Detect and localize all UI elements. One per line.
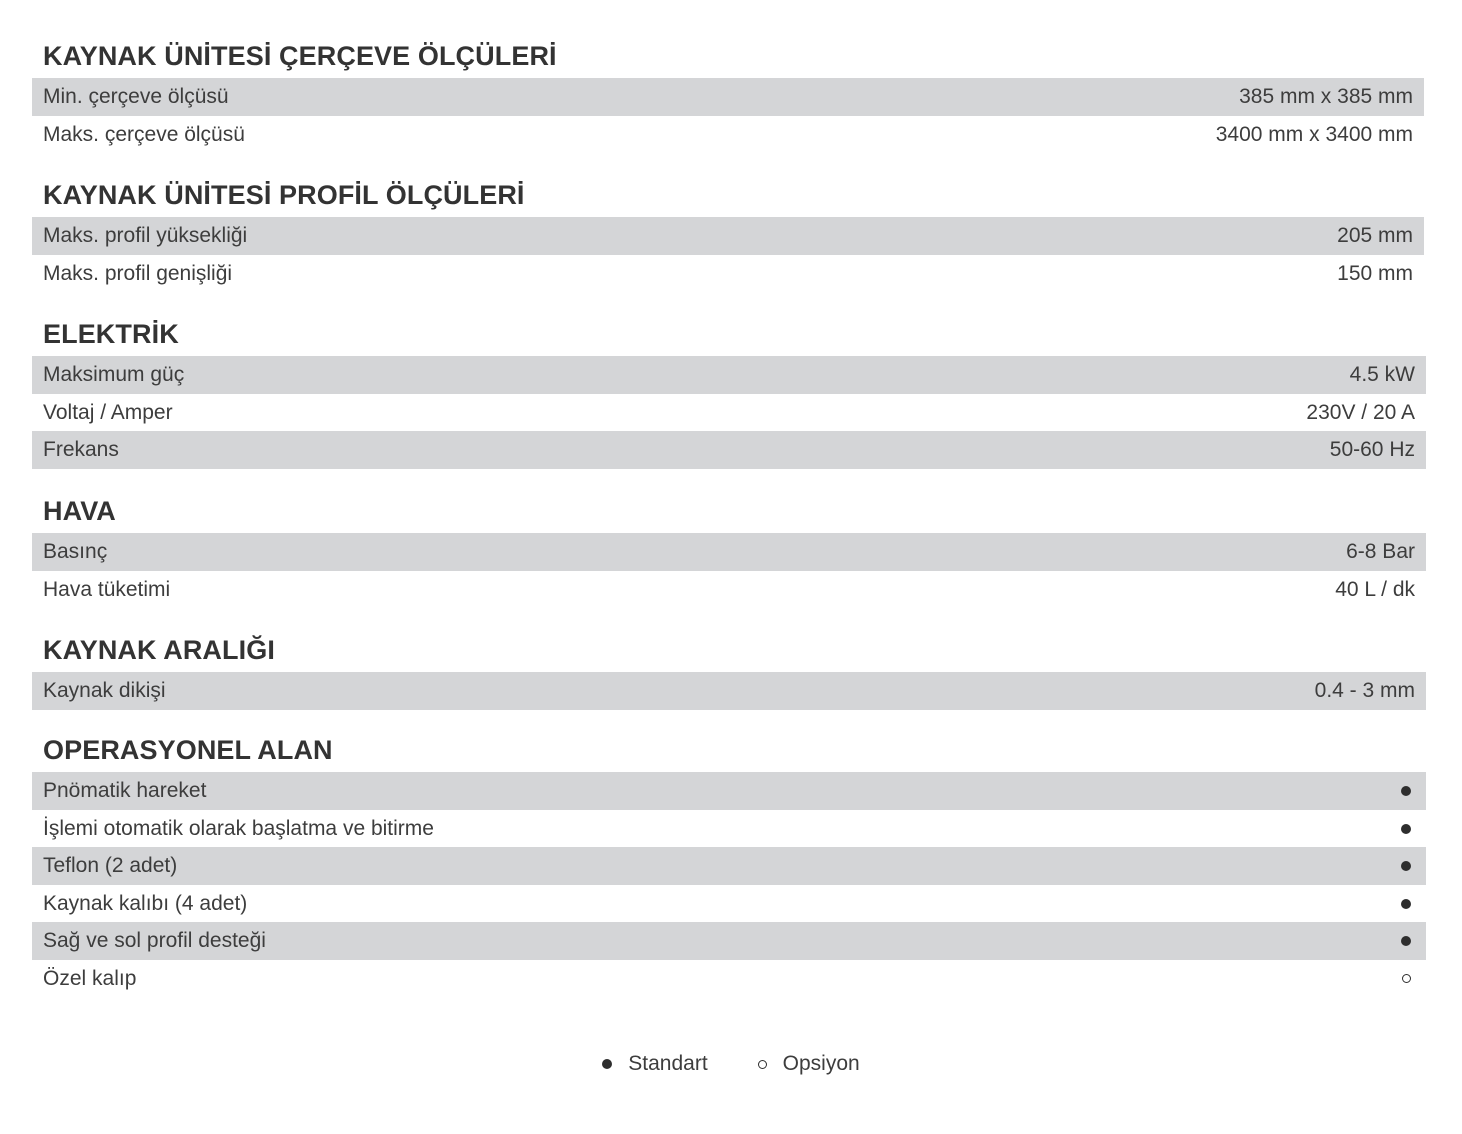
spec-value: 230V / 20 A xyxy=(1306,400,1415,424)
spec-value: 50-60 Hz xyxy=(1329,438,1415,461)
spec-row xyxy=(32,672,1426,710)
spec-row xyxy=(32,255,1424,293)
feature-label: Pnömatik hareket xyxy=(43,779,207,802)
spec-label: Maksimum güç xyxy=(43,363,185,386)
optional-circle-icon xyxy=(1402,974,1411,983)
legend-optional xyxy=(758,1052,860,1076)
section-title: OPERASYONEL ALAN xyxy=(43,735,333,765)
section-title: KAYNAK ARALIĞI xyxy=(43,635,275,665)
spec-label: Maks. çerçeve ölçüsü xyxy=(43,122,245,146)
feature-row xyxy=(32,885,1426,923)
spec-row xyxy=(32,394,1426,432)
spec-row xyxy=(32,116,1424,154)
section-electric xyxy=(32,310,1426,469)
section-title: ELEKTRİK xyxy=(43,319,179,349)
feature-row xyxy=(32,772,1426,810)
section-air xyxy=(32,487,1426,608)
feature-row xyxy=(32,847,1426,885)
spec-row xyxy=(32,571,1426,609)
feature-label: Sağ ve sol profil desteği xyxy=(43,929,266,952)
spec-label: Hava tüketimi xyxy=(43,577,171,601)
standard-dot-icon xyxy=(1401,936,1411,946)
legend-optional-label: Opsiyon xyxy=(782,1052,860,1075)
spec-label: Frekans xyxy=(43,438,119,461)
standard-dot-icon xyxy=(1401,786,1411,796)
legend-standard-label: Standart xyxy=(628,1052,708,1075)
legend xyxy=(0,1046,1462,1082)
spec-row xyxy=(32,78,1424,116)
spec-value: 6-8 Bar xyxy=(1346,540,1415,563)
spec-value: 40 L / dk xyxy=(1335,577,1415,601)
section-title: KAYNAK ÜNİTESİ PROFİL ÖLÇÜLERİ xyxy=(43,180,525,210)
feature-row xyxy=(32,960,1426,998)
section-title: KAYNAK ÜNİTESİ ÇERÇEVE ÖLÇÜLERİ xyxy=(43,41,557,71)
spec-value: 205 mm xyxy=(1337,224,1413,247)
feature-label: Teflon (2 adet) xyxy=(43,854,178,877)
section-welding-range xyxy=(32,626,1426,710)
spec-value: 385 mm x 385 mm xyxy=(1239,85,1413,108)
optional-circle-icon xyxy=(758,1060,767,1069)
legend-standard xyxy=(602,1052,707,1076)
section-frame-dimensions xyxy=(32,32,1426,153)
feature-label: Özel kalıp xyxy=(43,966,137,990)
spec-row xyxy=(32,533,1426,571)
spec-value: 0.4 - 3 mm xyxy=(1314,679,1415,702)
standard-dot-icon xyxy=(1401,824,1411,834)
spec-row xyxy=(32,431,1426,469)
spec-label: Maks. profil genişliği xyxy=(43,261,233,285)
section-profile-dimensions xyxy=(32,171,1426,292)
spec-label: Basınç xyxy=(43,540,108,563)
section-title: HAVA xyxy=(43,496,116,526)
spec-value: 3400 mm x 3400 mm xyxy=(1215,122,1413,146)
feature-row xyxy=(32,922,1426,960)
spec-value: 150 mm xyxy=(1337,261,1413,285)
feature-label: Kaynak kalıbı (4 adet) xyxy=(43,891,248,915)
section-operational-area xyxy=(32,726,1426,997)
spec-value: 4.5 kW xyxy=(1349,363,1415,386)
spec-row xyxy=(32,217,1424,255)
standard-dot-icon xyxy=(1401,899,1411,909)
spec-label: Voltaj / Amper xyxy=(43,400,173,424)
feature-label: İşlemi otomatik olarak başlatma ve bitirme xyxy=(43,816,434,840)
spec-label: Min. çerçeve ölçüsü xyxy=(43,85,229,108)
standard-dot-icon xyxy=(602,1059,612,1069)
spec-row xyxy=(32,356,1426,394)
standard-dot-icon xyxy=(1401,861,1411,871)
spec-label: Maks. profil yüksekliği xyxy=(43,224,248,247)
feature-row xyxy=(32,810,1426,848)
spec-label: Kaynak dikişi xyxy=(43,679,166,702)
